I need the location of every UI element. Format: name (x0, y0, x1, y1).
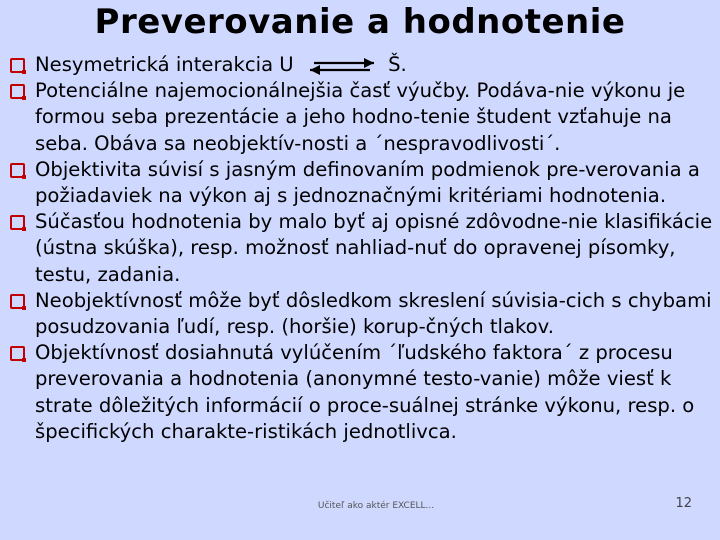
two-way-arrow-icon (308, 57, 376, 75)
bullet-icon (10, 294, 25, 309)
bullet-icon (10, 84, 25, 99)
bullet-icon (10, 58, 25, 73)
slide-title: Preverovanie a hodnotenie (94, 2, 626, 42)
bullet-icon (10, 346, 25, 361)
bullet-icon (10, 215, 25, 230)
bullet-item (8, 340, 714, 445)
bullet-text: Neobjektívnosť môže byť dôsledkom skreslení súvisia-cich s chybami posudzovania ľudí, resp. (horšie) korup-čných tlakov. (35, 288, 712, 339)
bullet-item (8, 157, 714, 209)
bullet-text: Objektívnosť dosiahnutá vylúčením ´ľudského faktora´ z procesu preverovania a hodnotenia (anonymné testo-vanie) môže viesť k strate dôležitých informácií o proce-suálnej stránke výkonu, resp. o špecifických charakte-ristikách jednotlivca. (35, 341, 695, 443)
bullet-item (8, 288, 714, 340)
bullet-text: Potenciálne najemocionálnejšia časť výučby. Podáva-nie výkonu je formou seba prezentácie a jeho hodno-tenie študent vzťahuje na seba. Obáva sa neobjektív-nosti a ´nespravodlivosti´. (35, 79, 686, 155)
bullet-item (8, 209, 714, 288)
slide-footer: Učiteľ ako aktér EXCELL... (317, 501, 435, 511)
bullet-text: Súčasťou hodnotenia by malo byť aj opisné zdôvodne-nie klasifikácie (ústna skúška), resp. možnosť nahliad-nuť do opravenej písomky, testu, zadania. (35, 210, 713, 286)
bullet-list (8, 52, 714, 445)
bullet-icon (10, 163, 25, 178)
page-number: 12 (675, 496, 692, 511)
bullet-text-suffix: Š. (388, 53, 407, 76)
bullet-text: Objektivita súvisí s jasným definovaním podmienok pre-verovania a požiadaviek na výkon aj s jednoznačnými kritériami hodnotenia. (35, 157, 700, 208)
bullet-text: Nesymetrická interakcia U (35, 53, 294, 76)
bullet-item (8, 78, 714, 157)
bullet-item (8, 52, 714, 78)
